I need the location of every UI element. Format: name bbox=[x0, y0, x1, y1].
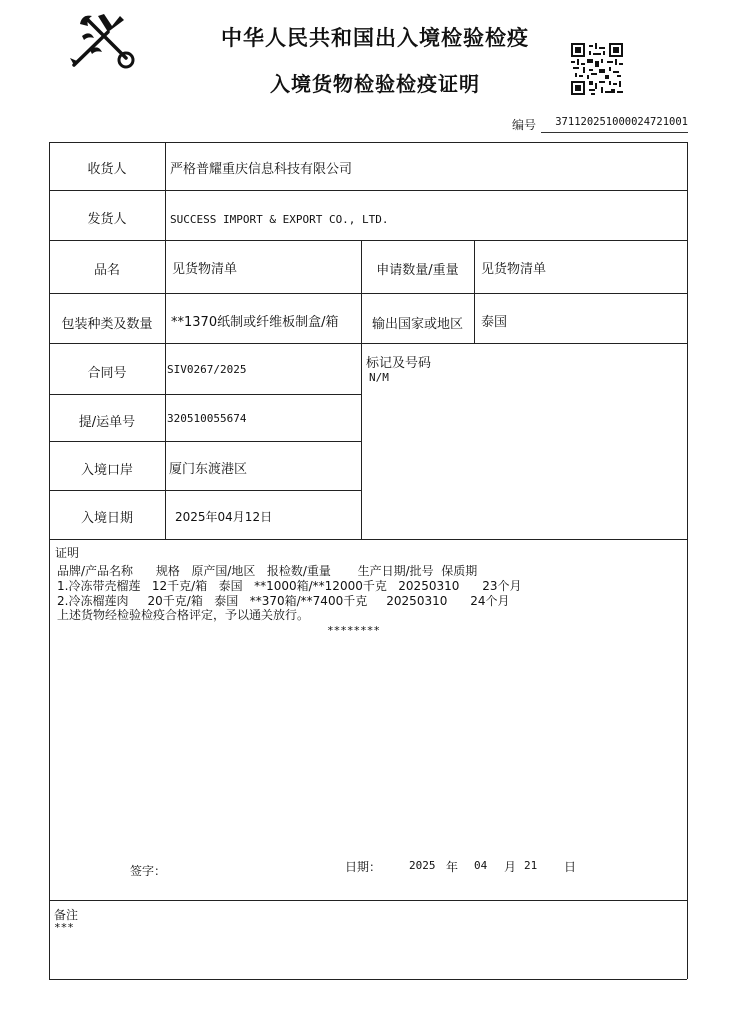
certificate-label: 证明 bbox=[55, 546, 80, 560]
date-month-unit: 月 bbox=[504, 860, 517, 874]
bl-no-value: 320510055674 bbox=[167, 412, 247, 425]
bl-no-label: 提/运单号 bbox=[78, 415, 136, 430]
signature-label: 签字： bbox=[130, 864, 167, 878]
packing-label: 包装种类及数量 bbox=[61, 317, 153, 332]
entry-date-label: 入境日期 bbox=[80, 511, 133, 526]
contract-no-label: 合同号 bbox=[87, 366, 127, 381]
marks-label: 标记及号码 bbox=[366, 356, 432, 371]
consignee-label: 收货人 bbox=[87, 162, 127, 177]
date-day: 21 bbox=[524, 859, 538, 872]
date-day-unit: 日 bbox=[564, 860, 577, 874]
consignor-value: SUCCESS IMPORT & EXPORT CO., LTD. bbox=[170, 213, 389, 226]
contract-no-value: SIV0267/2025 bbox=[167, 363, 247, 376]
entry-port-value: 厦门东渡港区 bbox=[169, 462, 248, 477]
date-label: 日期： bbox=[345, 860, 382, 874]
entry-port-label: 入境口岸 bbox=[80, 463, 133, 478]
marks-value: N/M bbox=[369, 371, 389, 384]
consignee-value: 严格普耀重庆信息科技有限公司 bbox=[170, 162, 353, 177]
remarks-label: 备注 bbox=[54, 908, 79, 922]
date-year: 2025 bbox=[409, 859, 436, 872]
certificate-statement: 上述货物经检验检疫合格评定，予以通关放行。 bbox=[57, 608, 310, 622]
entry-date-value: 2025年04月12日 bbox=[175, 510, 273, 524]
export-country-value: 泰国 bbox=[481, 315, 508, 330]
export-country-label: 输出国家或地区 bbox=[371, 317, 463, 332]
cert-number-value: 371120251000024721001 bbox=[541, 112, 688, 133]
product-name-value: 见货物清单 bbox=[172, 262, 238, 277]
document-title: 中华人民共和国出入境检验检疫 bbox=[221, 26, 529, 50]
cert-number-label: 编号 bbox=[512, 118, 537, 132]
product-name-label: 品名 bbox=[93, 263, 120, 278]
qr-code bbox=[571, 43, 623, 95]
date-year-unit: 年 bbox=[446, 860, 459, 874]
document-subtitle: 入境货物检验检疫证明 bbox=[270, 72, 480, 96]
certificate-end-mark: ******** bbox=[327, 624, 380, 637]
consignor-label: 发货人 bbox=[87, 212, 127, 227]
packing-value: **1370纸制或纤维板制盒/箱 bbox=[171, 315, 339, 330]
certificate-header-row: 品牌/产品名称 规格 原产国/地区 报检数/重量 生产日期/批号 保质期 bbox=[57, 564, 478, 578]
remarks-value: *** bbox=[54, 921, 74, 934]
certificate-row-2: 2.冷冻榴莲肉 20千克/箱 泰国 **370箱/**7400千克 20250310 24个月 bbox=[57, 594, 510, 608]
declared-qty-value: 见货物清单 bbox=[481, 262, 547, 277]
declared-qty-label: 申请数量/重量 bbox=[376, 263, 459, 278]
date-month: 04 bbox=[474, 859, 488, 872]
certificate-row-1: 1.冷冻带壳榴莲 12千克/箱 泰国 **1000箱/**12000千克 20250310 23个月 bbox=[57, 579, 522, 593]
